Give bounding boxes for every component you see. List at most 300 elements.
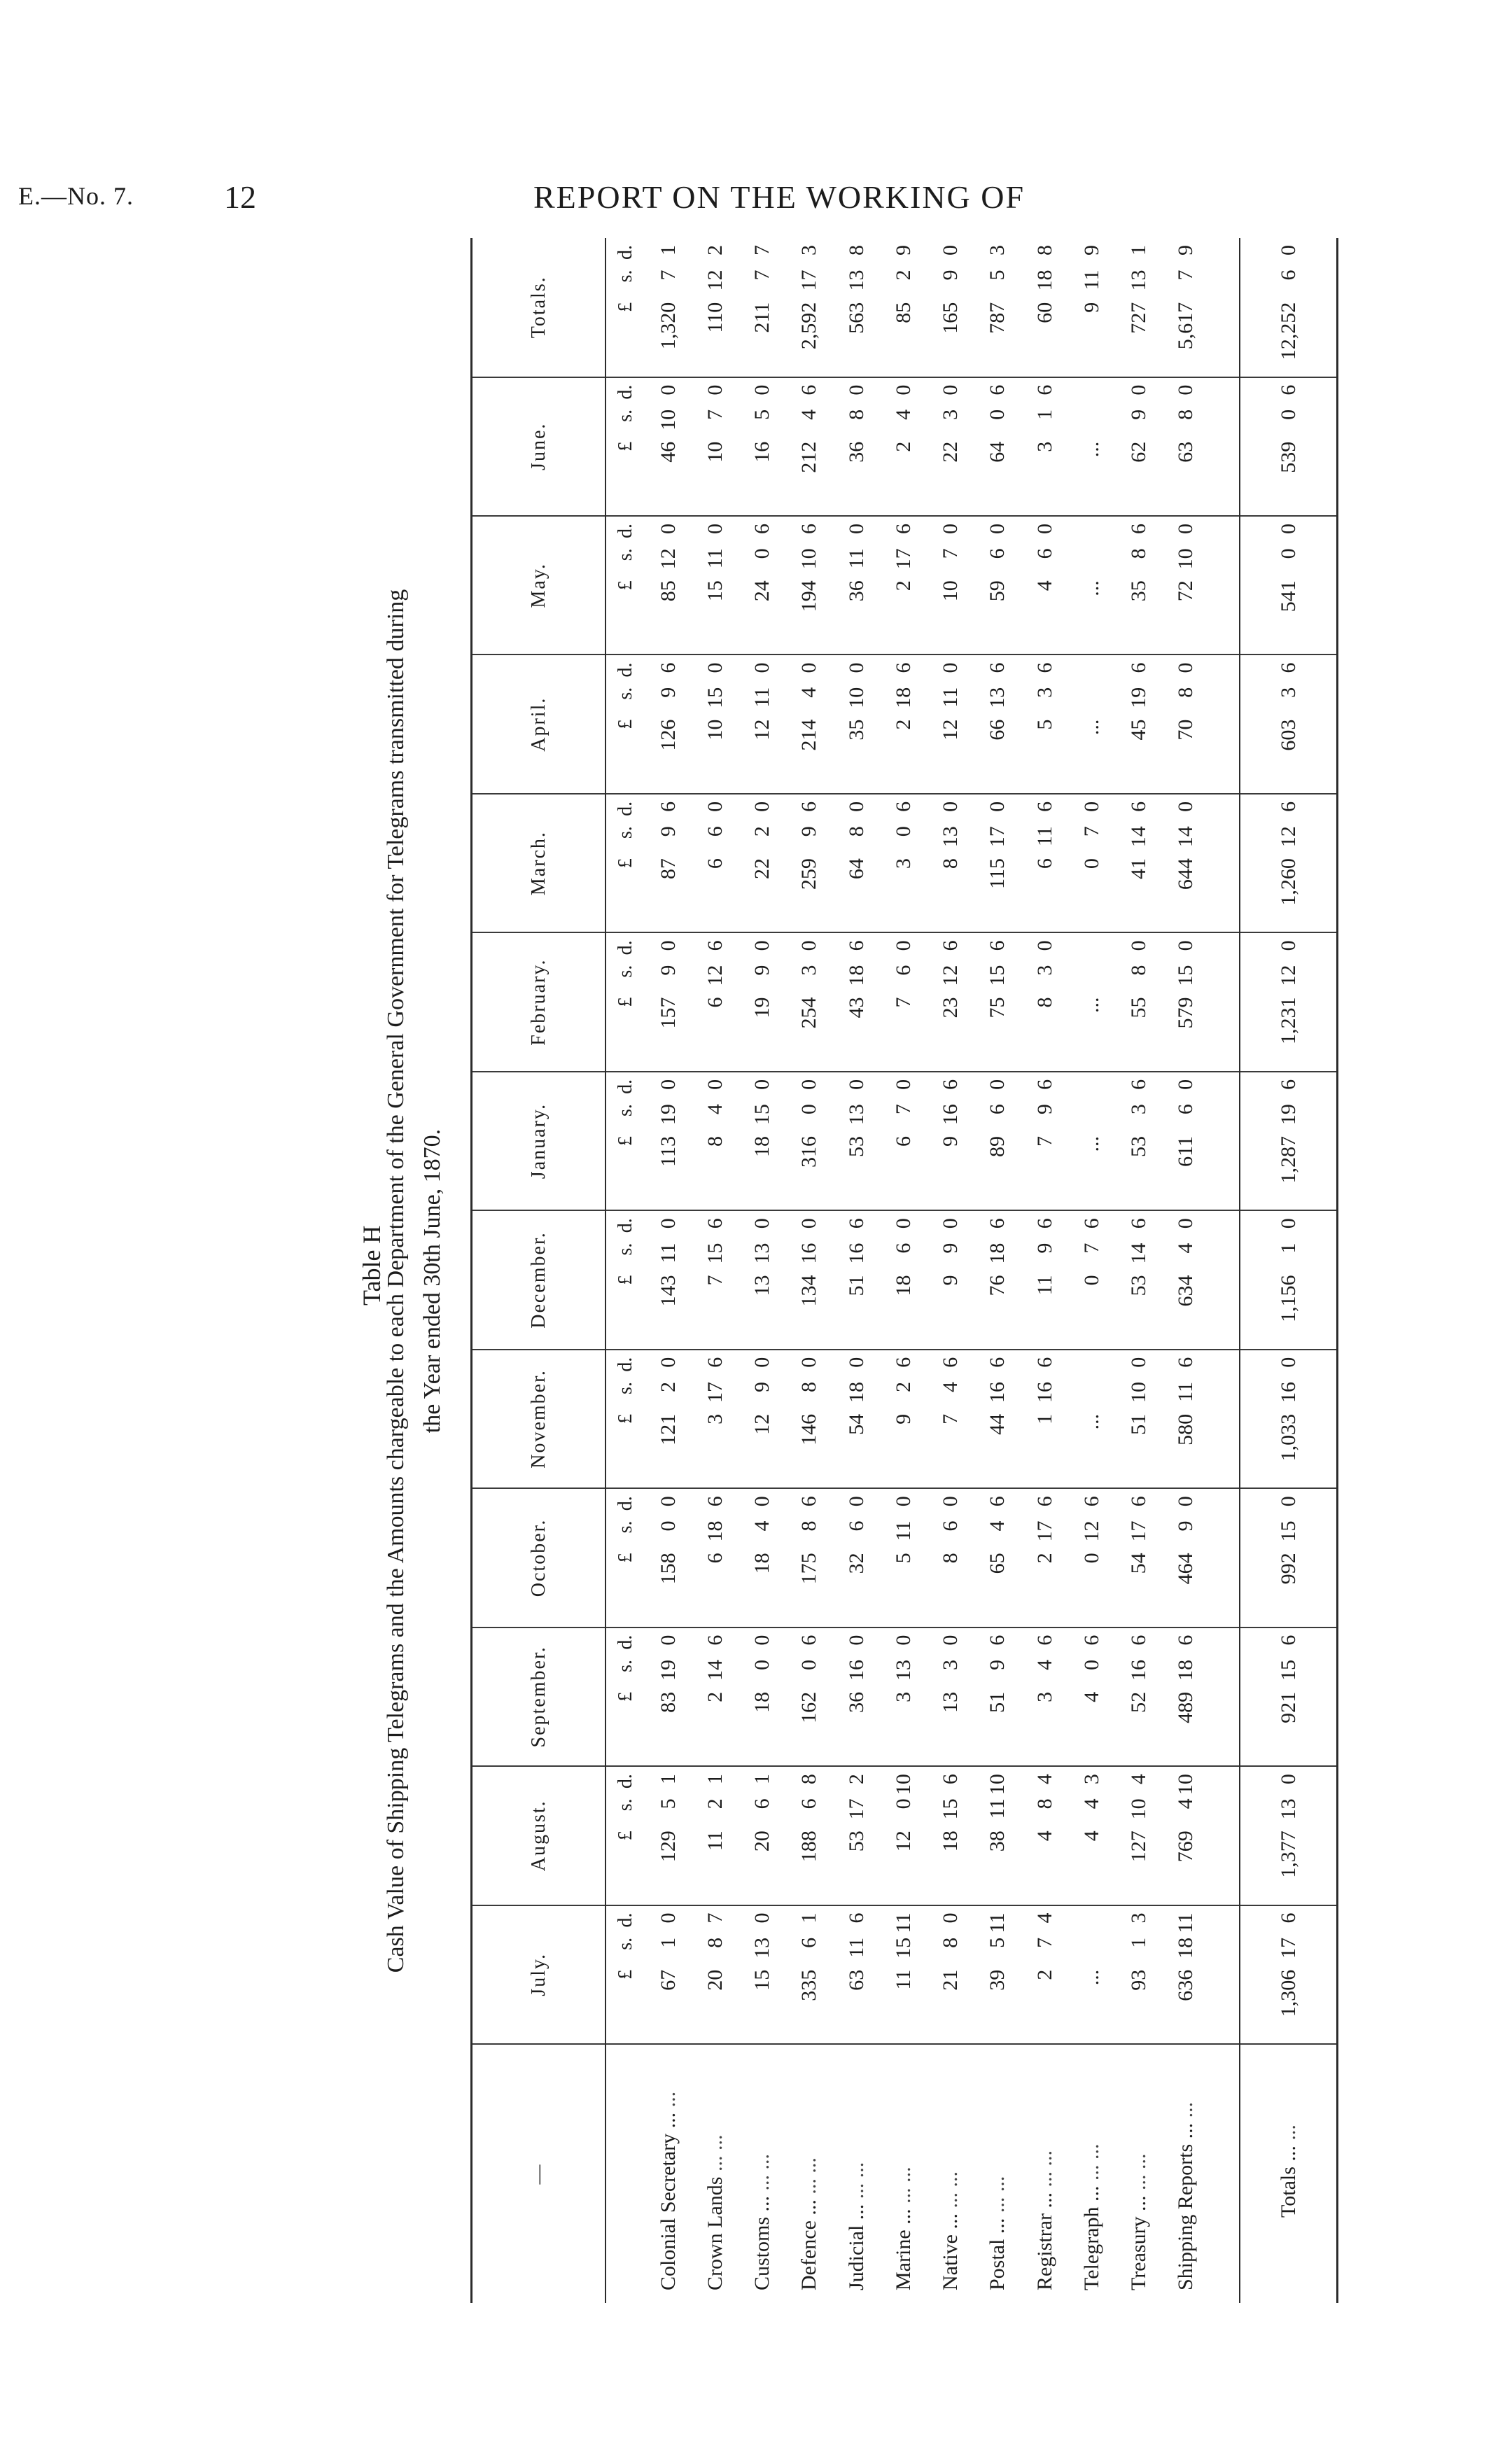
amount-cell [692, 1350, 738, 1488]
amount [845, 524, 869, 647]
shillings: 3 [939, 1659, 962, 1670]
amount-cell [738, 1210, 785, 1349]
pounds: 22 [750, 858, 774, 880]
pence: 6 [1032, 1357, 1056, 1368]
table-row [692, 238, 738, 2303]
pence: 0 [986, 1079, 1009, 1090]
amount-cell [974, 1905, 1021, 2044]
total-amount-cell [1240, 516, 1337, 654]
shillings: 7 [656, 270, 680, 281]
amount-cell [880, 238, 927, 377]
pence: 6 [1276, 1912, 1300, 1924]
units-group [615, 1496, 637, 1619]
pence: 9 [1079, 245, 1103, 255]
pounds: 1,306 [1276, 1969, 1300, 2017]
pence: 6 [1276, 1079, 1300, 1090]
amount [1080, 245, 1104, 370]
shillings: 4 [797, 409, 821, 420]
shillings: 17 [1276, 1937, 1300, 1959]
pence: 8 [1032, 245, 1056, 255]
shillings: 6 [703, 826, 727, 837]
shillings: 16 [844, 1659, 868, 1681]
pence: 0 [1276, 1357, 1300, 1368]
amount [1033, 245, 1057, 370]
pence: 6 [891, 662, 915, 673]
pence: 0 [1127, 384, 1151, 396]
pence: 0 [703, 384, 727, 396]
shillings: 7 [891, 1104, 915, 1115]
pounds: 18 [750, 1553, 774, 1574]
pence: 6 [797, 1634, 821, 1646]
pounds: 39 [986, 1969, 1009, 1991]
unit-label: d. [614, 1912, 636, 1928]
amount-cell [738, 1905, 785, 2044]
table-row [880, 238, 927, 2303]
amount-cell [1163, 238, 1210, 377]
pence [1080, 1357, 1104, 1382]
pounds: 3 [1032, 1691, 1056, 1702]
pence: 2 [844, 1774, 868, 1785]
pence: 6 [703, 1496, 727, 1507]
amount-cell [974, 932, 1021, 1071]
shillings: 12 [703, 965, 727, 986]
pence: 0 [750, 1079, 774, 1090]
amount-cell [833, 238, 880, 377]
shillings: 17 [703, 1382, 727, 1404]
department-label: Telegraph ... [1079, 2185, 1103, 2290]
pounds: 44 [986, 1413, 1009, 1435]
amount [1080, 1913, 1104, 2036]
department-name [645, 2044, 692, 2303]
pence: 6 [844, 1912, 868, 1924]
unit-label: s. [614, 270, 636, 283]
amount [1277, 1774, 1301, 1897]
pounds: 143 [656, 1275, 680, 1307]
pence: 6 [1032, 1218, 1056, 1229]
department-label: Marine ... [891, 2208, 915, 2290]
department-name [1068, 2044, 1115, 2303]
pence: 0 [656, 524, 680, 535]
unit-label: s. [614, 826, 636, 839]
amount [845, 1079, 869, 1203]
shillings: 13 [844, 270, 868, 291]
amount [1033, 940, 1057, 1063]
pounds: 10 [939, 580, 962, 602]
amount [986, 1357, 1009, 1480]
unit-label: £ [614, 1136, 636, 1146]
pounds: 727 [1127, 302, 1151, 334]
pounds: 53 [1127, 1136, 1151, 1157]
total-amount-cell [1240, 1766, 1337, 1905]
units-cell [606, 1628, 645, 1766]
pounds: 63 [844, 1969, 868, 1991]
amount [657, 1357, 680, 1480]
department-label: Postal ... [986, 2218, 1009, 2290]
amount-cell [1068, 654, 1115, 793]
units-blank [606, 2044, 645, 2303]
amount-cell [692, 932, 738, 1071]
amount [892, 245, 916, 370]
amount-cell [833, 516, 880, 654]
pence: 0 [703, 524, 727, 535]
pounds: 9 [1079, 302, 1103, 313]
shillings: 18 [1174, 1659, 1198, 1681]
shillings: 12 [939, 965, 962, 986]
amount-cell [786, 1350, 833, 1488]
department-name [1163, 2044, 1210, 2303]
pounds: 921 [1276, 1691, 1300, 1723]
shillings: 9 [1127, 409, 1151, 420]
pence: 6 [1032, 801, 1056, 812]
amount [704, 1218, 727, 1341]
caption-line-1: Cash Value of Shipping Telegrams and the Amounts chargeable to each Department of the General Government for Telegrams transmitted during [383, 589, 409, 1973]
amount [1033, 1079, 1057, 1203]
shillings: 9 [939, 270, 962, 281]
unit-label: £ [614, 719, 636, 729]
pence: 0 [656, 940, 680, 951]
pence: 6 [1079, 1218, 1103, 1229]
shillings: 15 [986, 965, 1009, 986]
shillings: 4 [939, 1382, 962, 1393]
amount-cell [1163, 516, 1210, 654]
shillings: 4 [750, 1520, 774, 1532]
amount-cell [786, 932, 833, 1071]
total-amount-cell [1240, 1628, 1337, 1766]
shillings: 9 [986, 1659, 1009, 1670]
pounds: 67 [656, 1969, 680, 1991]
amount-cell [1021, 1350, 1068, 1488]
amount [892, 1079, 916, 1203]
amount [939, 245, 962, 370]
shillings: 11 [844, 1937, 868, 1958]
shillings: 0 [797, 1104, 821, 1115]
pence: 10 [891, 1774, 915, 1795]
totals-label: Totals ... [1276, 2146, 1300, 2218]
shillings: 15 [703, 687, 727, 708]
pounds: 8 [939, 1553, 962, 1564]
leader-dots: ... ... [703, 2134, 727, 2172]
leader-dots: ... [1174, 2101, 1198, 2118]
amount [1277, 245, 1301, 370]
department-name [880, 2044, 927, 2303]
pounds: 6 [703, 858, 727, 869]
pence: 6 [891, 1357, 915, 1368]
pence: 6 [750, 524, 774, 535]
pence: 0 [844, 1496, 868, 1507]
pence: 10 [986, 1774, 1009, 1795]
amount-cell [645, 516, 692, 654]
amount [845, 1774, 869, 1897]
amount-cell [692, 654, 738, 793]
amount [939, 1357, 962, 1480]
amount [797, 1913, 821, 2036]
shillings: 1 [1127, 1937, 1151, 1948]
pounds: 146 [797, 1413, 821, 1446]
pounds: 32 [844, 1553, 868, 1574]
amount-cell [833, 1210, 880, 1349]
month-column-header: November. [472, 1350, 606, 1488]
amount [657, 385, 680, 508]
pounds: 1,033 [1276, 1413, 1300, 1462]
pounds: 579 [1174, 997, 1198, 1029]
total-amount-cell [1240, 1905, 1337, 2044]
amount [1174, 1218, 1198, 1341]
shillings: 8 [844, 409, 868, 420]
amount-cell [645, 377, 692, 516]
amount-cell [880, 1350, 927, 1488]
pence: 1 [656, 245, 680, 255]
amount [845, 245, 869, 370]
unit-label: s. [614, 1659, 636, 1672]
pence [1080, 940, 1104, 965]
pounds: 43 [844, 997, 868, 1018]
pence: 6 [844, 1218, 868, 1229]
shillings: 11 [939, 687, 962, 708]
pence: 1 [656, 1774, 680, 1785]
pence: 0 [1174, 384, 1198, 396]
amount-cell [880, 794, 927, 932]
pence: 0 [1276, 940, 1300, 951]
shillings: 0 [656, 1520, 680, 1532]
amount-cell [833, 1488, 880, 1627]
pounds: 7 [703, 1275, 727, 1286]
month-column-header: May. [472, 516, 606, 654]
pence: 0 [703, 1079, 727, 1090]
amount-cell [1068, 1210, 1115, 1349]
amount [704, 524, 727, 647]
pounds: 66 [986, 719, 1009, 741]
amount [1127, 1357, 1151, 1480]
pounds: 6 [891, 1136, 915, 1147]
amount [939, 1774, 962, 1897]
amount [750, 524, 774, 647]
pence: 0 [939, 662, 962, 673]
shillings: 7 [1079, 1242, 1103, 1254]
pence: 0 [703, 662, 727, 673]
pounds: 634 [1174, 1275, 1198, 1307]
header-row [472, 238, 606, 2303]
pence: 0 [1032, 524, 1056, 535]
total-amount-cell [1240, 794, 1337, 932]
pounds: 85 [656, 580, 680, 602]
pence: 0 [1174, 801, 1198, 812]
month-column-header: Totals. [472, 238, 606, 377]
pounds: 93 [1127, 1969, 1151, 1991]
pounds: 16 [750, 441, 774, 463]
amount-cell [833, 1350, 880, 1488]
leader-dots: ... ... [844, 2162, 868, 2199]
pence: 6 [797, 1496, 821, 1507]
shillings: 16 [1276, 1382, 1300, 1404]
pounds: ... [1079, 719, 1103, 736]
amount [986, 385, 1009, 508]
amount-cell [1115, 1766, 1162, 1905]
amount [1080, 385, 1104, 508]
pence [1080, 524, 1104, 548]
amount [704, 940, 727, 1063]
separator-row [1210, 238, 1240, 2303]
pence: 2 [703, 245, 727, 255]
table-row [833, 238, 880, 2303]
amount-cell [692, 794, 738, 932]
amount [1033, 1357, 1057, 1480]
pence: 0 [1174, 662, 1198, 673]
unit-label: d. [614, 662, 636, 678]
pounds: 110 [703, 302, 727, 333]
table-row [786, 238, 833, 2303]
amount-cell [1115, 516, 1162, 654]
amount-cell [1115, 1628, 1162, 1766]
shillings: 12 [703, 270, 727, 291]
shillings: 18 [844, 965, 868, 986]
amount-cell [1068, 238, 1115, 377]
pounds: 992 [1276, 1553, 1300, 1585]
amount-cell [1021, 238, 1068, 377]
pence: 6 [703, 940, 727, 951]
amount-cell [1115, 1350, 1162, 1488]
units-cell [606, 1350, 645, 1488]
pence: 0 [656, 384, 680, 396]
pence: 1 [703, 1774, 727, 1785]
shillings: 13 [1127, 270, 1151, 291]
amount-cell [1068, 932, 1115, 1071]
shillings [1080, 410, 1104, 442]
shillings: 11 [986, 1798, 1009, 1819]
pence: 1 [1127, 245, 1151, 255]
units-cell [606, 516, 645, 654]
pence: 3 [1079, 1774, 1103, 1785]
shillings: 14 [703, 1659, 727, 1681]
pence: 6 [1127, 801, 1151, 812]
amount [1277, 1357, 1301, 1480]
amount [986, 1774, 1009, 1897]
shillings: 9 [1174, 1520, 1198, 1532]
unit-label: d. [614, 1079, 636, 1094]
pence: 0 [750, 801, 774, 812]
shillings: 0 [1079, 1659, 1103, 1670]
amount [939, 1079, 962, 1203]
pounds: 35 [844, 719, 868, 741]
shillings: 4 [1174, 1242, 1198, 1254]
pounds: 259 [797, 858, 821, 890]
pounds: 15 [703, 580, 727, 602]
pence: 0 [1276, 524, 1300, 535]
shillings: 16 [939, 1104, 962, 1126]
shillings: 10 [1174, 548, 1198, 570]
unit-label: s. [614, 1104, 636, 1117]
pence: 0 [939, 1634, 962, 1646]
pounds: 636 [1174, 1969, 1198, 2001]
amount-cell [880, 1488, 927, 1627]
units-cell [606, 1488, 645, 1627]
department-label: Shipping Reports ... [1174, 2122, 1198, 2290]
department-name [1115, 2044, 1162, 2303]
amount [892, 524, 916, 647]
amount-cell [1021, 1072, 1068, 1210]
pence: 1 [797, 1912, 821, 1924]
department-label: Registrar ... [1032, 2192, 1056, 2290]
amount-cell [1068, 1628, 1115, 1766]
separator-cell [1210, 1766, 1240, 1905]
unit-label: s. [614, 1382, 636, 1394]
pence: 6 [986, 1496, 1009, 1507]
pence: 6 [986, 662, 1009, 673]
shillings: 11 [891, 1520, 915, 1541]
pounds: 4 [1079, 1691, 1103, 1702]
amount-cell [974, 1210, 1021, 1349]
pence: 6 [703, 1634, 727, 1646]
pounds: 4 [1079, 1830, 1103, 1842]
amount [1127, 802, 1151, 925]
unit-label: s. [614, 1937, 636, 1950]
pounds: 20 [703, 1969, 727, 1991]
shillings: 16 [1032, 1382, 1056, 1404]
pounds: 129 [656, 1830, 680, 1863]
amount [750, 1635, 774, 1758]
table-row [1163, 238, 1210, 2303]
pence [1080, 385, 1104, 410]
pence: 6 [1079, 1496, 1103, 1507]
pounds: 12,252 [1276, 302, 1300, 360]
amount [1277, 385, 1301, 508]
month-column-header: July. [472, 1905, 606, 2044]
amount [704, 802, 727, 925]
pence: 0 [1174, 1079, 1198, 1090]
amount-cell [1115, 1210, 1162, 1349]
amount [1174, 1774, 1198, 1897]
pence: 0 [750, 1634, 774, 1646]
amount [1277, 1635, 1301, 1758]
pence: 11 [891, 1912, 915, 1933]
amount-cell [786, 654, 833, 793]
pence: 1 [750, 1774, 774, 1785]
pounds: 6 [703, 997, 727, 1008]
shillings [1080, 1938, 1104, 1970]
amount [657, 1774, 680, 1897]
amount [845, 1357, 869, 1480]
separator-cell [1210, 1072, 1240, 1210]
shillings: 11 [1032, 826, 1056, 847]
pounds: 46 [656, 441, 680, 463]
unit-label: s. [614, 1242, 636, 1256]
pence: 0 [1174, 1218, 1198, 1229]
amount [1174, 802, 1198, 925]
leader-dots: ... ... [1079, 2143, 1103, 2180]
amount [986, 245, 1009, 370]
amount-cell [786, 1072, 833, 1210]
month-column-header: October. [472, 1488, 606, 1627]
units-group [615, 385, 637, 508]
pence: 3 [986, 245, 1009, 255]
pence: 0 [939, 384, 962, 396]
amount [1080, 802, 1104, 925]
pence: 0 [750, 940, 774, 951]
pence: 0 [750, 1496, 774, 1507]
shillings: 11 [1079, 270, 1103, 290]
amount [939, 1218, 962, 1341]
separator-cell [1210, 2044, 1240, 2303]
pounds: 194 [797, 580, 821, 612]
amount-cell [1021, 1210, 1068, 1349]
pence: 0 [1079, 801, 1103, 812]
pounds: 464 [1174, 1553, 1198, 1585]
month-column-header: December. [472, 1210, 606, 1349]
shillings: 15 [1174, 965, 1198, 986]
pence: 0 [939, 1496, 962, 1507]
table-row [927, 238, 974, 2303]
amount [1174, 1913, 1198, 2036]
amount [892, 1913, 916, 2036]
